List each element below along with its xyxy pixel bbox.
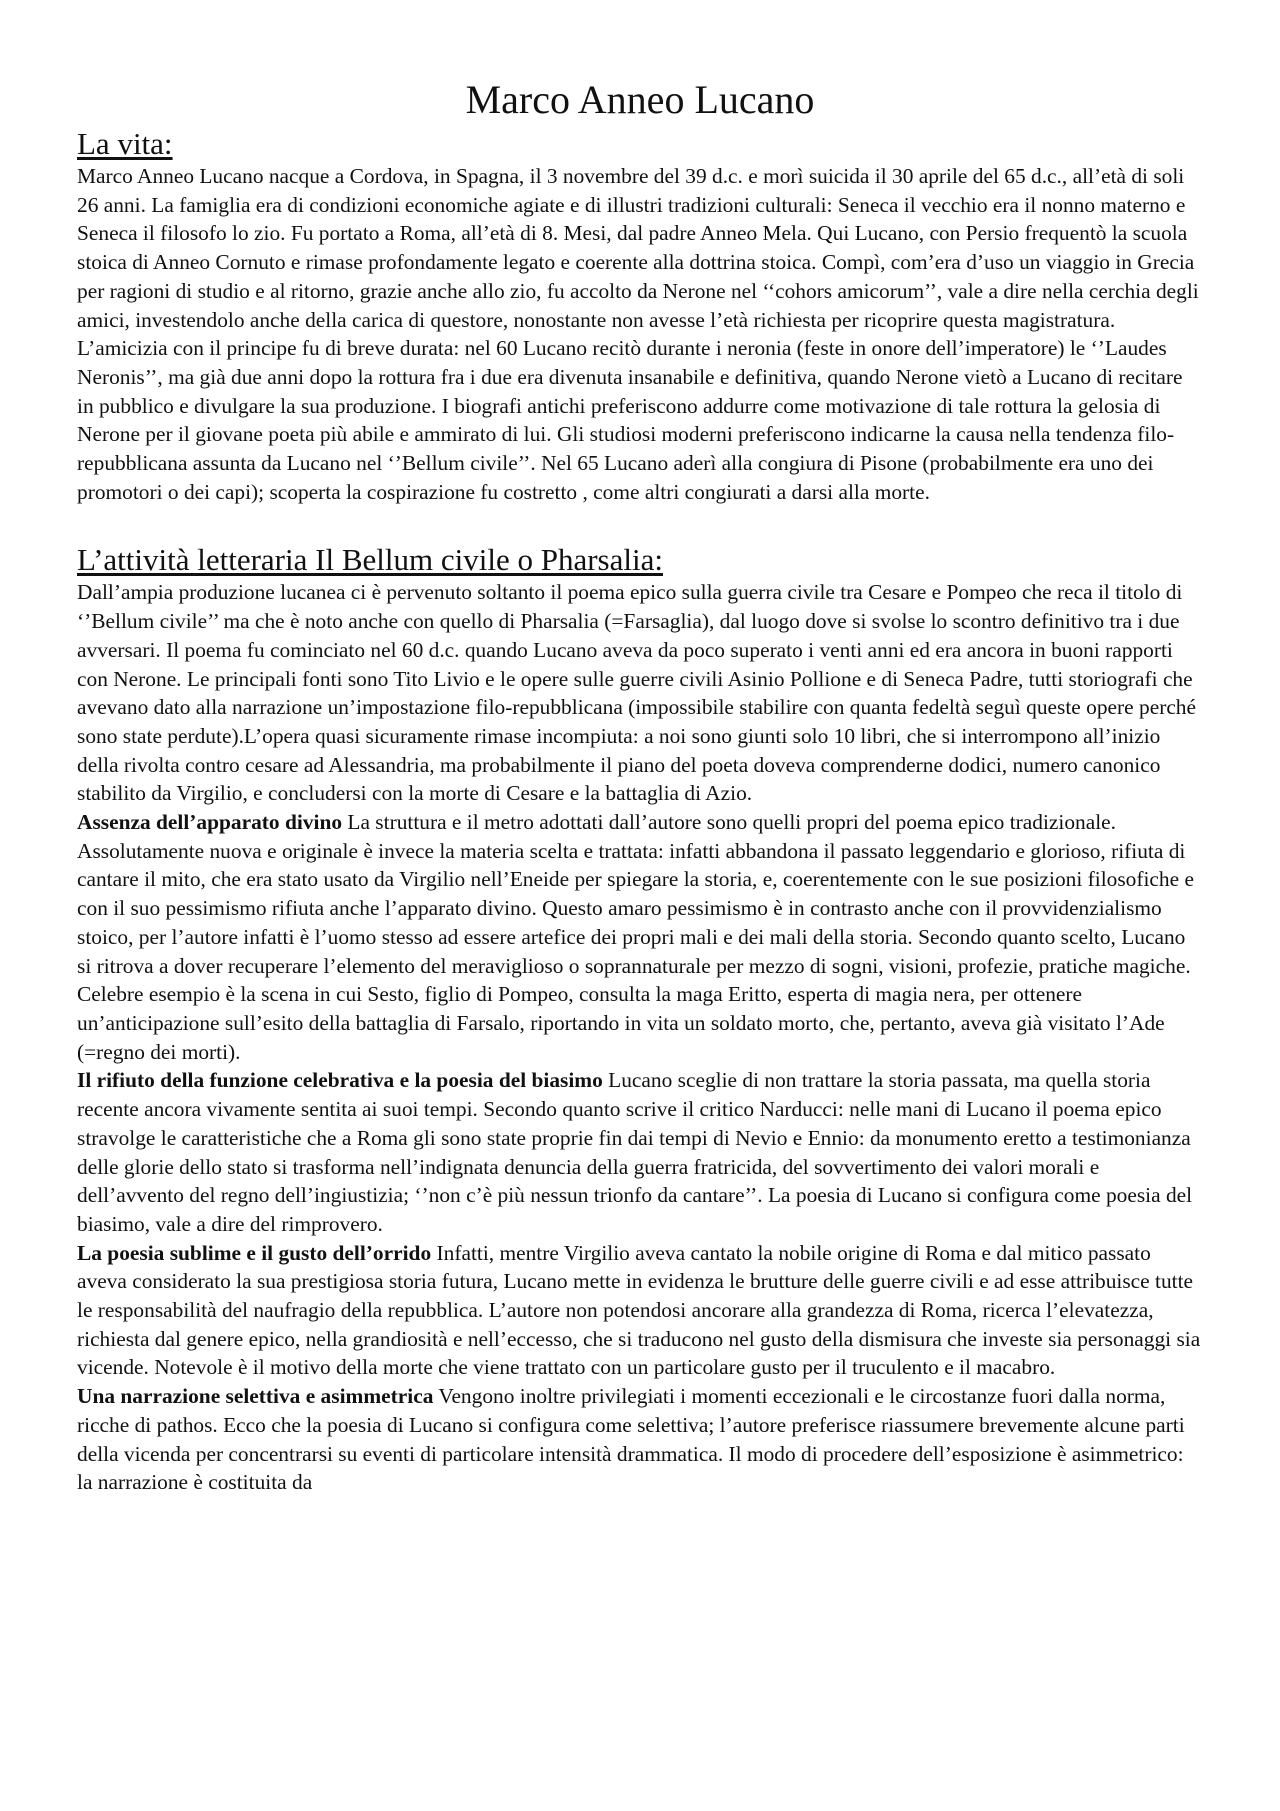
paragraph-text: Marco Anneo Lucano nacque a Cordova, in Spagna, il 3 novembre del 39 d.c. e morì suicida il 30 aprile del 65 d.c., all’età di soli 26 anni. La famiglia era di condizioni economiche agiate e di illustri tradizioni culturali: Seneca il vecchio era il nonno materno e Seneca il filosofo lo zio. Fu portato a Roma, all’età di 8. Mesi, dal padre Anneo Mela. Qui Lucano, con Persio frequentò la scuola stoica di Anneo Cornuto e rimase profondamente legato e coerente alla dottrina stoica. Compì, com’era d’uso un viaggio in Grecia per ragioni di studio e al ritorno, grazie anche allo zio, fu accolto da Nerone nel ‘‘cohors amicorum’’, vale a dire nella cerchia degli amici, investendolo anche della carica di questore, nonostante non avesse l’età richiesta per ricoprire questa magistratura. L’amicizia con il principe fu di breve durata: nel 60 Lucano recitò durante i neronia (feste in onore dell’imperatore) le ‘’Laudes Neronis’’, ma già due anni dopo la rottura fra i due era divenuta insanabile e definitiva, quando Nerone vietò a Lucano di recitare in pubblico e divulgare la sua produzione. I biografi antichi preferiscono addurre come motivazione di tale rottura la gelosia di Nerone per il giovane poeta più abile e ammirato di lui. Gli studiosi moderni preferiscono indicarne la causa nella tendenza filo-repubblicana assunta da Lucano nel ‘’Bellum civile’’. Nel 65 Lucano aderì alla congiura di Pisone (probabilmente era uno dei promotori o dei capi); scoperta la cospirazione fu costretto , come altri congiurati a darsi alla morte. <box>77 164 1199 504</box>
section-heading-attivita-letteraria: L’attività letteraria Il Bellum civile o Pharsalia: <box>77 542 663 578</box>
paragraph-poesia-sublime <box>77 1239 1203 1383</box>
document-title: Marco Anneo Lucano <box>465 77 815 122</box>
paragraph-text: La struttura e il metro adottati dall’autore sono quelli propri del poema epico tradizionale. Assolutamente nuova e originale è invece la materia scelta e trattata: infatti abbandona il passato leggendario e glorioso, rifiuta di cantare il mito, che era stato usato da Virgilio nell’Eneide per spiegare la storia, e, coerentemente con le sue posizioni filosofiche e con il suo pessimismo rifiuta anche l’apparato divino. Questo amaro pessimismo è in contrasto anche con il provvidenzialismo stoico, per l’autore infatti è l’uomo stesso ad essere artefice dei propri mali e dei mali della storia. Secondo quanto scelto, Lucano si ritrova a dover recuperare l’elemento del meraviglioso o soprannaturale per mezzo di sogni, visioni, profezie, pratiche magiche. Celebre esempio è la scena in cui Sesto, figlio di Pompeo, consulta la maga Eritto, esperta di magia nera, per ottenere un’anticipazione sull’esito della battaglia di Farsalo, riportando in vita un soldato morto, che, pertanto, aveva già visitato l’Ade (=regno dei morti). <box>77 810 1194 1064</box>
paragraph-lead-heading: La poesia sublime e il gusto dell’orrido <box>77 1240 432 1265</box>
document-page <box>77 72 1203 1497</box>
paragraph-narrazione-selettiva <box>77 1382 1203 1497</box>
paragraph-funzione-celebrativa <box>77 1066 1203 1238</box>
paragraph-text: Dall’ampia produzione lucanea ci è pervenuto soltanto il poema epico sulla guerra civile tra Cesare e Pompeo che reca il titolo di ‘’Bellum civile’’ ma che è noto anche con quello di Pharsalia (=Farsaglia), dal luogo dove si svolse lo scontro definitivo tra i due avversari. Il poema fu cominciato nel 60 d.c. quando Lucano aveva da poco superato i venti anni ed era ancora in buoni rapporti con Nerone. Le principali fonti sono Tito Livio e le opere sulle guerre civili Asinio Pollione e di Seneca Padre, tutti storiografi che avevano dato alla narrazione un’impostazione filo-repubblicana (impossibile stabilire con quanta fedeltà seguì queste opere perché sono state perdute).L’opera quasi sicuramente rimase incompiuta: a noi sono giunti solo 10 libri, che si interrompono all’inizio della rivolta contro cesare ad Alessandria, ma probabilmente il piano del poeta doveva comprenderne dodici, numero canonico stabilito da Virgilio, e concludersi con la morte di Cesare e la battaglia di Azio. <box>77 580 1196 806</box>
paragraph-text: Vengono inoltre privilegiati i momenti eccezionali e le circostanze fuori dalla norma, ricche di pathos. Ecco che la poesia di Lucano si configura come selettiva; l’autore preferisce riassumere brevemente alcune parti della vicenda per concentrarsi su eventi di particolare intensità drammatica. Il modo di procedere dell’esposizione è asimmetrico: la narrazione è costituita da <box>77 1384 1185 1495</box>
paragraph-produzione <box>77 578 1203 808</box>
paragraph-text: Lucano sceglie di non trattare la storia passata, ma quella storia recente ancora vivamente sentita ai suoi tempi. Secondo quanto scrive il critico Narducci: nelle mani di Lucano il poema epico stravolge le caratteristiche che a Roma gli sono state proprie fin dai tempi di Nevio e Ennio: da monumento eretto a testimonianza delle glorie dello stato si trasforma nell’indignata denuncia della guerra fratricida, del sovvertimento dei valori morali e dell’avvento del regno dell’ingiustizia; ‘’non c’è più nessun trionfo da cantare’’. La poesia di Lucano si configura come poesia del biasimo, vale a dire del rimprovero. <box>77 1068 1193 1236</box>
paragraph-text: Infatti, mentre Virgilio aveva cantato la nobile origine di Roma e dal mitico passato aveva considerato la sua prestigiosa storia futura, Lucano mette in evidenza le brutture delle guerre civili e ad esse attribuisce tutte le responsabilità del naufragio della repubblica. L’autore non potendosi ancorare alla grandezza di Roma, ricerca l’elevatezza, richiesta dal genere epico, nella grandiosità e nell’eccesso, che si traducono nel gusto della dismisura che investe sia personaggi sia vicende. Notevole è il motivo della morte che viene trattato con un particolare gusto per il truculento e il macabro. <box>77 1240 1201 1380</box>
paragraph-lead-heading: Una narrazione selettiva e asimmetrica <box>77 1384 434 1409</box>
paragraph-la-vita <box>77 162 1203 506</box>
paragraph-lead-heading: Il rifiuto della funzione celebrativa e la poesia del biasimo <box>77 1068 603 1093</box>
paragraph-apparato-divino <box>77 808 1203 1066</box>
paragraph-lead-heading: Assenza dell’apparato divino <box>77 810 343 835</box>
section-heading-la-vita: La vita: <box>77 126 173 161</box>
